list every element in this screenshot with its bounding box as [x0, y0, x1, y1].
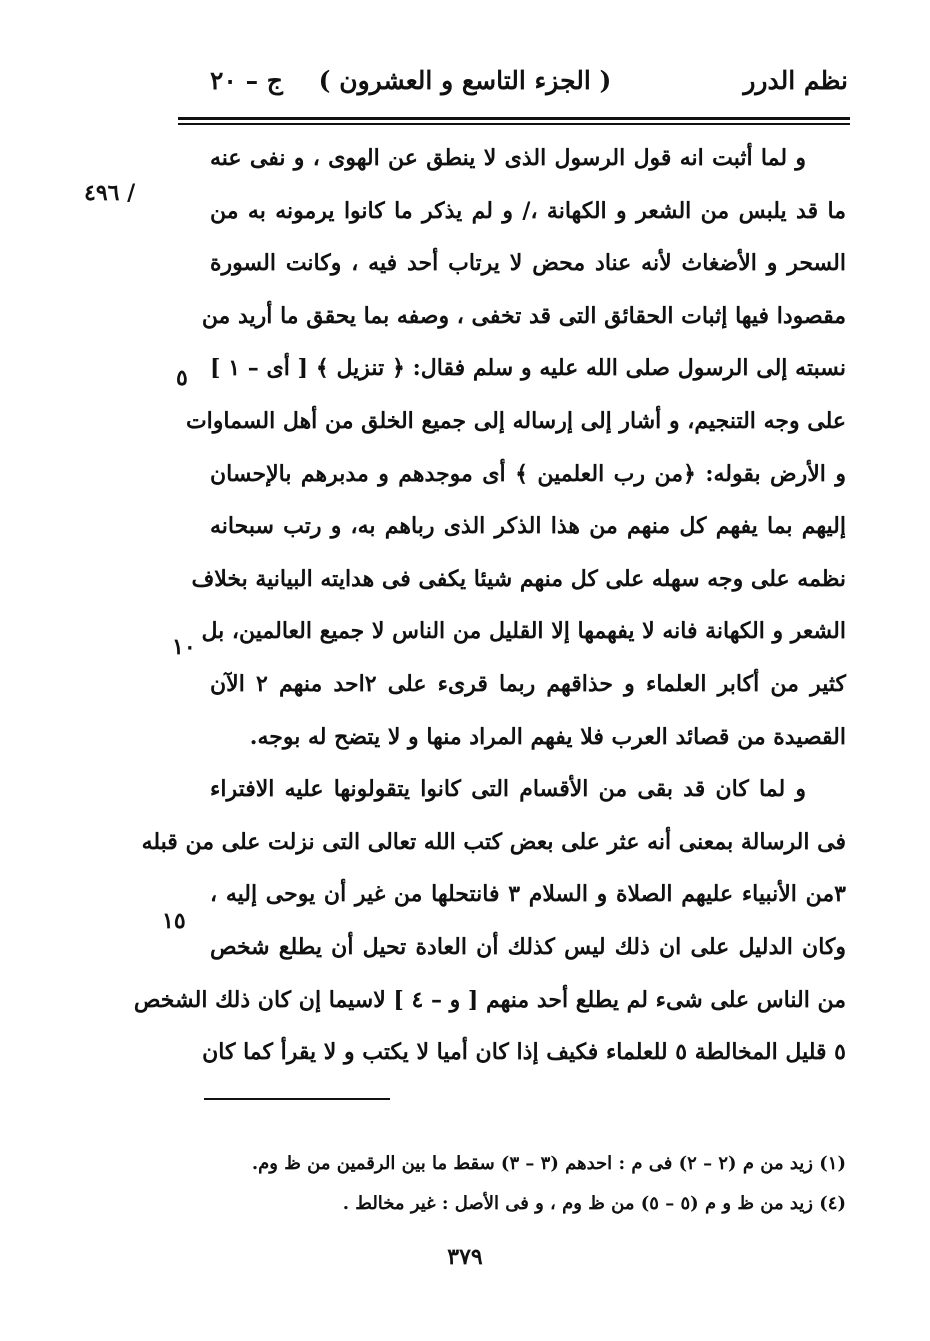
text-line: ٥ قليل المخالطة ٥ للعلماء فكيف إذا كان أميا لا يكتب و لا يقرأ كما كان [202, 1039, 846, 1066]
footnotes [206, 1144, 846, 1224]
text-line: كثير من أكابر العلماء و حذاقهم ربما قرىء على ٢احد منهم ٢ الآن [210, 670, 846, 697]
volume-label: ج – ٢٠ [210, 66, 283, 95]
footnote-line: (١) زيد من م (٢ – ٢) فى م : احدهم (٣ – ٣) سقط ما بين الرقمين من ظ وم. [251, 1153, 846, 1174]
book-title: نظم الدرر [743, 66, 848, 95]
text-line: السحر و الأضغاث لأنه عناد محض لا يرتاب أحد فيه ، وكانت السورة [210, 250, 846, 277]
text-line: إليهم بما يفهم كل منهم من هذا الذكر الذى رباهم به، و رتب سبحانه [210, 513, 846, 540]
text-line: و الأرض بقوله: ﴿من رب العلمين ﴾ أى موجدهم و مدبرهم بالإحسان [210, 460, 846, 487]
text-line: ٣من الأنبياء عليهم الصلاة و السلام ٣ فانتحلها من غير أن يوحى إليه ، [210, 881, 846, 908]
text-line: فى الرسالة بمعنى أنه عثر على بعض كتب الله تعالى التى نزلت على من قبله [141, 828, 846, 855]
header-rule [178, 117, 850, 120]
text-line: ما قد يلبس من الشعر و الكهانة ،/ و لم يذكر ما كانوا يرمونه به من [210, 197, 846, 224]
text-line: وكان الدليل على ان ذلك ليس كذلك أن العادة تحيل أن يطلع شخص [210, 933, 846, 960]
footnote-separator [204, 1098, 390, 1100]
text-line: نظمه على وجه سهله على كل منهم شيئا يكفى فى هدايته البيانية بخلاف [191, 565, 846, 592]
text-line: مقصودا فيها إثبات الحقائق التى قد تخفى ، وصفه بما يحقق ما أريد من [201, 302, 846, 329]
text-line: من الناس على شىء لم يطلع أحد منهم [ و – ٤ ] لاسيما إن كان ذلك الشخص [133, 986, 846, 1013]
line-number-5: ٥ [176, 365, 188, 391]
part-title: ( الجزء التاسع و العشرون ) [318, 66, 612, 95]
text-line: نسبته إلى الرسول صلى الله عليه و سلم فقال: ﴿ تنزيل ﴾ [ أى – ١ ] [210, 355, 846, 382]
header-rule-thin [178, 123, 850, 125]
line-number-10: ١٠ [172, 634, 196, 660]
text-line: القصيدة من قصائد العرب فلا يفهم المراد منها و لا يتضح له بوجه. [249, 723, 846, 750]
text-line: و لما أثبت انه قول الرسول الذى لا ينطق عن الهوى ، و نفى عنه [210, 145, 806, 171]
text-line: و لما كان قد بقى من الأقسام التى كانوا يتقولونها عليه الافتراء [210, 776, 806, 803]
manuscript-folio-number: / ٤٩٦ [84, 180, 136, 206]
footnote-line: (٤) زيد من ظ و م (٥ – ٥) من ظ وم ، و فى الأصل : غير مخالط . [342, 1193, 846, 1214]
text-line: على وجه التنجيم، و أشار إلى إرساله إلى جميع الخلق من أهل السماوات [185, 407, 846, 434]
line-number-15: ١٥ [162, 908, 186, 934]
page-number: ٣٧٩ [447, 1244, 483, 1270]
text-line: الشعر و الكهانة فانه لا يفهمها إلا القليل من الناس لا جميع العالمين، بل [201, 618, 846, 645]
